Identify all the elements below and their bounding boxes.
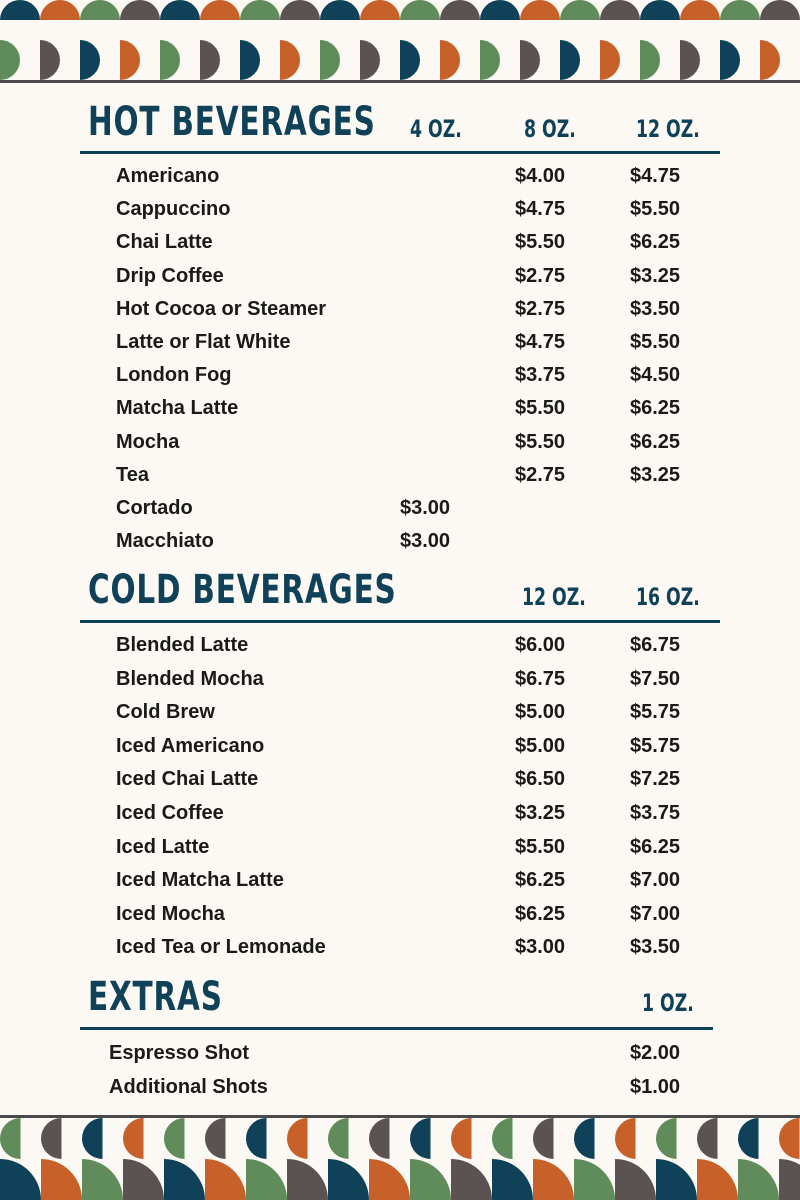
item-price: $5.00	[515, 701, 566, 724]
hot-size-12oz: 12 OZ.	[636, 115, 700, 143]
item-name: London Fog	[116, 364, 232, 387]
item-name: Americano	[116, 165, 220, 187]
item-price: $1.00	[630, 1075, 681, 1098]
item-name: Chai Latte	[116, 231, 213, 254]
item-price: $6.25	[515, 869, 566, 892]
item-name: Iced Chai Latte	[116, 768, 259, 791]
menu-item-row	[0, 293, 800, 326]
item-price: $6.00	[515, 634, 566, 656]
menu-item-row	[0, 864, 800, 897]
item-name: Additional Shots	[109, 1075, 268, 1098]
item-price: $5.50	[630, 198, 681, 221]
item-name: Iced Tea or Lemonade	[116, 936, 326, 959]
menu-item-row	[0, 629, 800, 662]
item-price: $5.50	[515, 430, 566, 453]
menu-item-row	[0, 797, 800, 830]
item-price: $2.75	[515, 264, 566, 287]
extras-size-1oz: 1 OZ.	[642, 989, 694, 1017]
item-price: $7.25	[630, 768, 681, 791]
item-name: Matcha Latte	[116, 397, 239, 420]
item-price: $6.25	[630, 397, 681, 420]
hot-beverages-heading: HOT BEVERAGES	[88, 99, 376, 145]
item-name: Iced Americano	[116, 734, 265, 757]
item-price: $5.75	[630, 734, 681, 757]
item-price: $3.00	[515, 936, 566, 959]
menu-item-row	[0, 492, 800, 525]
menu-item-row	[0, 831, 800, 864]
menu-item-row	[0, 392, 800, 425]
item-price: $4.75	[515, 331, 566, 353]
top-band-divider	[0, 80, 800, 83]
item-name: Cortado	[116, 497, 193, 519]
menu-item-row	[0, 931, 800, 964]
hot-heading-rule	[80, 151, 720, 154]
cold-size-12oz: 12 OZ.	[522, 583, 586, 611]
item-price: $3.75	[515, 364, 566, 387]
cold-size-16oz: 16 OZ.	[636, 583, 700, 611]
item-price: $4.50	[630, 364, 681, 387]
item-price: $3.75	[630, 802, 681, 824]
menu-item-row	[0, 160, 800, 193]
item-price: $2.75	[515, 297, 566, 320]
menu-item-row	[0, 426, 800, 459]
menu-item-row	[0, 326, 800, 359]
item-price: $3.00	[400, 530, 451, 553]
menu-item-row	[0, 1071, 800, 1104]
item-price: $3.25	[630, 264, 681, 287]
item-price: $5.00	[515, 734, 566, 757]
item-name: Cold Brew	[116, 701, 215, 724]
menu-item-row	[0, 193, 800, 226]
item-name: Blended Mocha	[116, 667, 264, 690]
item-price: $3.25	[515, 802, 566, 824]
item-price: $7.00	[630, 902, 681, 925]
item-name: Iced Coffee	[116, 802, 224, 824]
menu-item-row	[0, 459, 800, 492]
item-name: Iced Matcha Latte	[116, 869, 284, 892]
item-price: $5.50	[515, 397, 566, 420]
item-name: Drip Coffee	[116, 264, 224, 287]
item-name: Latte or Flat White	[116, 331, 291, 353]
menu-item-row	[0, 1037, 800, 1070]
item-name: Blended Latte	[116, 634, 249, 656]
item-name: Macchiato	[116, 530, 214, 553]
item-price: $2.00	[630, 1042, 681, 1064]
item-price: $7.00	[630, 869, 681, 892]
item-price: $3.50	[630, 297, 681, 320]
item-price: $3.50	[630, 936, 681, 959]
item-price: $2.75	[515, 463, 566, 486]
cold-beverages-heading: COLD BEVERAGES	[88, 567, 397, 613]
menu-item-row	[0, 696, 800, 729]
item-name: Tea	[116, 463, 149, 486]
item-name: Espresso Shot	[109, 1042, 250, 1064]
extras-heading: EXTRAS	[88, 974, 223, 1020]
item-name: Mocha	[116, 430, 180, 453]
item-price: $6.25	[630, 231, 681, 254]
item-price: $3.25	[630, 463, 681, 486]
menu-item-row	[0, 730, 800, 763]
item-name: Hot Cocoa or Steamer	[116, 297, 327, 320]
menu-item-row	[0, 260, 800, 293]
bottom-pattern-band	[0, 1118, 800, 1200]
item-price: $3.00	[400, 497, 451, 519]
menu-item-row	[0, 226, 800, 259]
hot-size-4oz: 4 OZ.	[410, 115, 462, 143]
item-name: Iced Latte	[116, 835, 210, 858]
item-price: $6.25	[515, 902, 566, 925]
item-price: $6.25	[630, 835, 681, 858]
item-price: $6.50	[515, 768, 566, 791]
menu-item-row	[0, 359, 800, 392]
item-price: $6.75	[515, 667, 566, 690]
item-name: Cappuccino	[116, 198, 231, 221]
item-price: $4.00	[515, 165, 566, 187]
hot-size-8oz: 8 OZ.	[524, 115, 576, 143]
item-price: $6.75	[630, 634, 681, 656]
menu-item-row	[0, 525, 800, 558]
item-price: $5.50	[515, 231, 566, 254]
extras-heading-rule	[80, 1027, 713, 1030]
menu-item-row	[0, 663, 800, 696]
item-price: $5.75	[630, 701, 681, 724]
cold-heading-rule	[80, 620, 720, 623]
item-price: $5.50	[515, 835, 566, 858]
item-price: $6.25	[630, 430, 681, 453]
item-name: Iced Mocha	[116, 902, 225, 925]
item-price: $4.75	[630, 165, 681, 187]
menu-item-row	[0, 763, 800, 796]
item-price: $5.50	[630, 331, 681, 353]
item-price: $7.50	[630, 667, 681, 690]
top-pattern-band	[0, 0, 800, 80]
menu-item-row	[0, 898, 800, 931]
item-price: $4.75	[515, 198, 566, 221]
